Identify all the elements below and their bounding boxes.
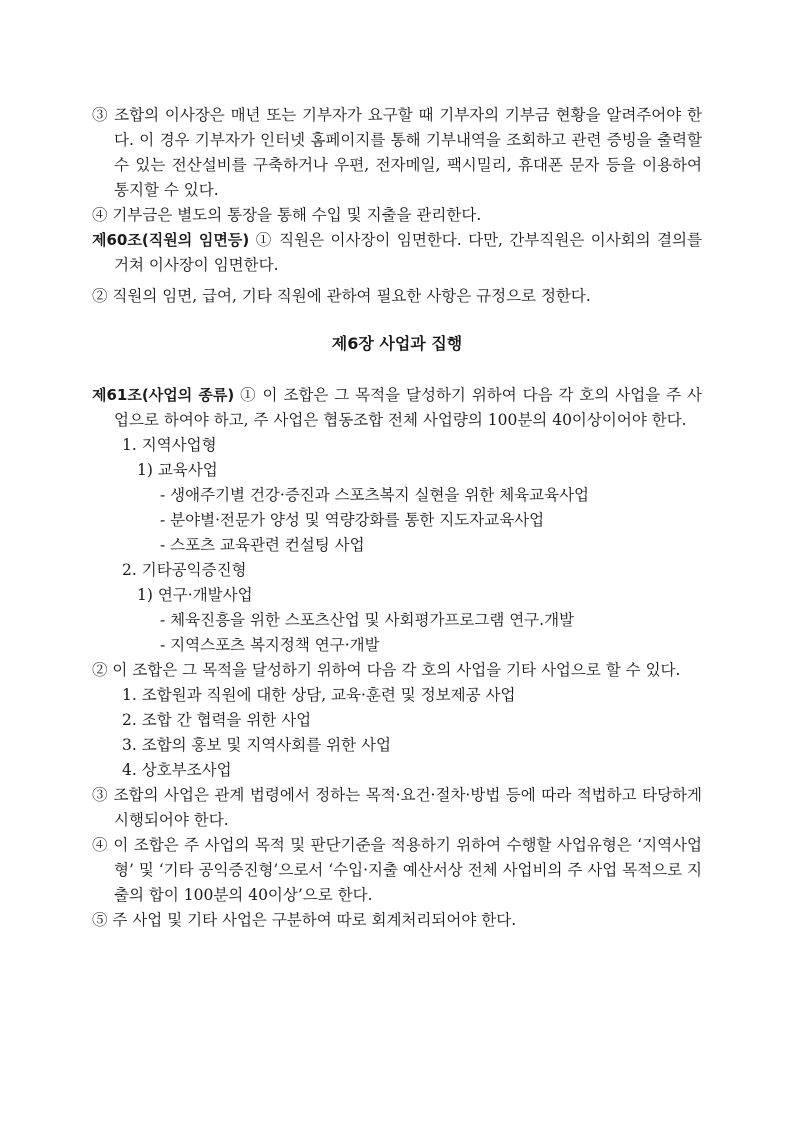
art59-para3: ③ 조합의 이사장은 매년 또는 기부자가 요구할 때 기부자의 기부금 현황을 알려주어야 한다. 이 경우 기부자가 인터넷 홈페이지를 통해 기부내역을 조회하고 관련 증빙을 출력할 수 있는 전산설비를 구축하거나 우편, 전자메일, 팩시밀리, 휴대폰 문자 등을 이용하여 통지할 수 있다. [92, 106, 702, 199]
art61-para5: ⑤ 주 사업 및 기타 사업은 구분하여 따로 회계처리되어야 한다. [92, 911, 517, 929]
art61-item-2-1: 1) 연구·개발사업 [137, 586, 253, 604]
art60-title: 제60조(직원의 임면등) [92, 231, 250, 249]
art61-item-1-1: 1) 교육사업 [137, 461, 218, 479]
art61-item-2: 2. 기타공익증진형 [122, 561, 247, 579]
art61-item-1-1-c: - 스포츠 교육관련 컨설팅 사업 [160, 536, 365, 554]
art61-para2: ② 이 조합은 그 목적을 달성하기 위하여 다음 각 호의 사업을 기타 사업으로 할 수 있다. [92, 661, 681, 679]
art61-item-1-1-a: - 생애주기별 건강·증진과 스포츠복지 실현을 위한 체육교육사업 [160, 486, 590, 504]
art61-title: 제61조(사업의 종류) [92, 386, 235, 404]
chapter-title: 제6장 사업과 집행 [331, 334, 463, 353]
art60-para1-text: ① 직원은 이사장이 임면한다. 다만, 간부직원은 이사회의 결의를 거쳐 이사장이 임면한다. [114, 231, 702, 274]
art61-para4: ④ 이 조합은 주 사업의 목적 및 판단기준을 적용하기 위하여 수행할 사업유형은 ‘지역사업형’ 및 ‘기타 공익증진형’으로서 ‘수입·지출 예산서상 전체 사업비의 주 사업 목적으로 지출의 합이 100분의 40이상’으로 한다. [92, 836, 702, 904]
art61-para1-text: ① 이 조합은 그 목적을 달성하기 위하여 다음 각 호의 사업을 주 사업으로 하여야 하고, 주 사업은 협동조합 전체 사업량의 100분의 40이상이어야 한다. [114, 386, 702, 429]
art61-item-1-1-b: - 분야별·전문가 양성 및 역량강화를 통한 지도자교육사업 [160, 511, 545, 529]
art59-para4: ④ 기부금은 별도의 통장을 통해 수입 및 지출을 관리한다. [92, 206, 482, 224]
art61-item-2-1-b: - 지역스포츠 복지정책 연구·개발 [160, 636, 380, 654]
art61-para2-item: 3. 조합의 홍보 및 지역사회를 위한 사업 [122, 736, 391, 754]
art60-para1 [92, 228, 702, 278]
art61-para2-item: 2. 조합 간 협력을 위한 사업 [122, 711, 312, 729]
art61-para2-item: 1. 조합원과 직원에 대한 상담, 교육·훈련 및 정보제공 사업 [122, 686, 516, 704]
document-page [92, 103, 702, 933]
art61-item-2-1-a: - 체육진흥을 위한 스포츠산업 및 사회평가프로그램 연구.개발 [160, 611, 575, 629]
art61-item-1: 1. 지역사업형 [122, 436, 217, 454]
art60-para2: ② 직원의 임면, 급여, 기타 직원에 관하여 필요한 사항은 규정으로 정한다. [92, 287, 591, 305]
art61-para1 [92, 383, 702, 433]
art61-para3: ③ 조합의 사업은 관계 법령에서 정하는 목적·요건·절차·방법 등에 따라 적법하고 타당하게 시행되어야 한다. [92, 786, 702, 829]
art61-para2-item: 4. 상호부조사업 [122, 761, 232, 779]
